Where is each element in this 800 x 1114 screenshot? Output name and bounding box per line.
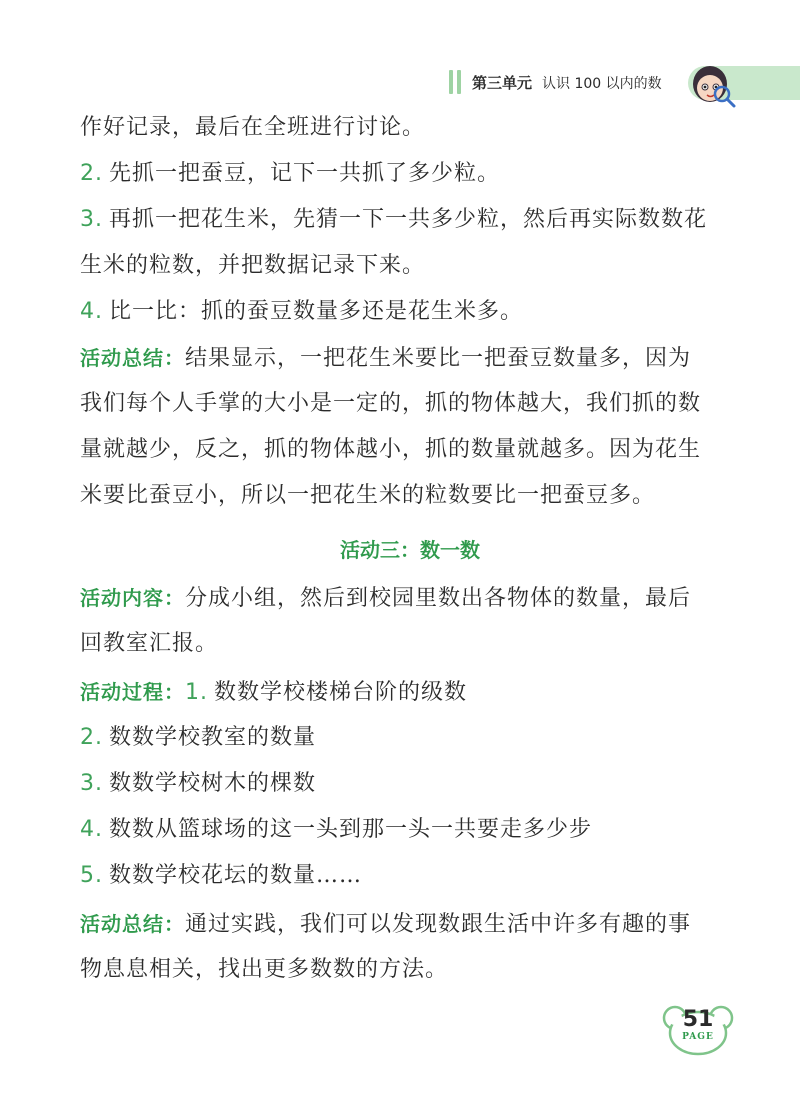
list-item	[80, 718, 316, 758]
item-number: 4.	[80, 299, 103, 324]
header-title: 认识 100 以内的数	[542, 76, 662, 92]
content-label: 活动内容：	[80, 586, 185, 610]
summary-text: 量就越少，反之，抓的物体越小，抓的数量就越多。因为花生	[80, 437, 702, 462]
item-number: 4.	[80, 817, 103, 842]
item-text: 比一比：抓的蚕豆数量多还是花生米多。	[109, 299, 524, 324]
item-text: 数数学校楼梯台阶的级数	[214, 680, 468, 705]
header-text	[472, 70, 662, 96]
list-item	[80, 154, 500, 194]
item-number: 2.	[80, 725, 103, 750]
item-number: 1.	[185, 680, 208, 705]
item-text: 数数学校教室的数量	[109, 725, 317, 750]
page-number: 51	[682, 1007, 714, 1032]
item-text: 数数从篮球场的这一头到那一头一共要走多少步	[109, 817, 593, 842]
list-item	[80, 292, 523, 332]
summary-paragraph	[80, 338, 691, 378]
header-unit: 第三单元	[472, 74, 533, 92]
process-paragraph	[80, 672, 467, 712]
summary-label: 活动总结：	[80, 912, 185, 936]
item-text: 数数学校花坛的数量……	[109, 863, 363, 888]
item-text: 先抓一把蚕豆，记下一共抓了多少粒。	[109, 161, 501, 186]
text-line	[80, 950, 448, 990]
item-text: 再抓一把花生米，先猜一下一共多少粒，然后再实际数数花	[109, 207, 708, 232]
content-text: 分成小组，然后到校园里数出各物体的数量，最后	[185, 586, 692, 611]
list-item	[80, 810, 592, 850]
summary-text: 结果显示，一把花生米要比一把蚕豆数量多，因为	[185, 346, 692, 371]
text-line	[80, 108, 425, 148]
content-text: 回教室汇报。	[80, 631, 219, 656]
summary-label: 活动总结：	[80, 346, 185, 370]
text-line	[80, 476, 655, 516]
item-number: 3.	[80, 771, 103, 796]
text-l4: 生米的粒数，并把数据记录下来。	[80, 253, 426, 278]
item-text: 数数学校树木的棵数	[109, 771, 317, 796]
summary-text: 米要比蚕豆小，所以一把花生米的粒数要比一把蚕豆多。	[80, 483, 656, 508]
process-label: 活动过程：	[80, 680, 185, 704]
content-paragraph	[80, 578, 691, 618]
header-bars-decoration	[449, 70, 465, 94]
item-number: 2.	[80, 161, 103, 186]
mascot-icon	[688, 60, 738, 108]
summary-text: 我们每个人手掌的大小是一定的，抓的物体越大，我们抓的数	[80, 391, 702, 416]
item-number: 3.	[80, 207, 103, 232]
section-heading: 活动三：数一数	[340, 538, 480, 562]
text-l1: 作好记录，最后在全班进行讨论。	[80, 115, 426, 140]
list-item	[80, 856, 362, 896]
summary-text: 物息息相关，找出更多数数的方法。	[80, 957, 449, 982]
text-line	[80, 624, 218, 664]
list-item	[80, 764, 316, 804]
text-line	[80, 430, 701, 470]
text-line	[80, 384, 701, 424]
text-line	[80, 246, 425, 286]
summary-text: 通过实践，我们可以发现数跟生活中许多有趣的事	[185, 912, 692, 937]
item-number: 5.	[80, 863, 103, 888]
summary-paragraph	[80, 904, 691, 944]
list-item	[80, 200, 707, 240]
page-label: PAGE	[682, 1032, 714, 1042]
